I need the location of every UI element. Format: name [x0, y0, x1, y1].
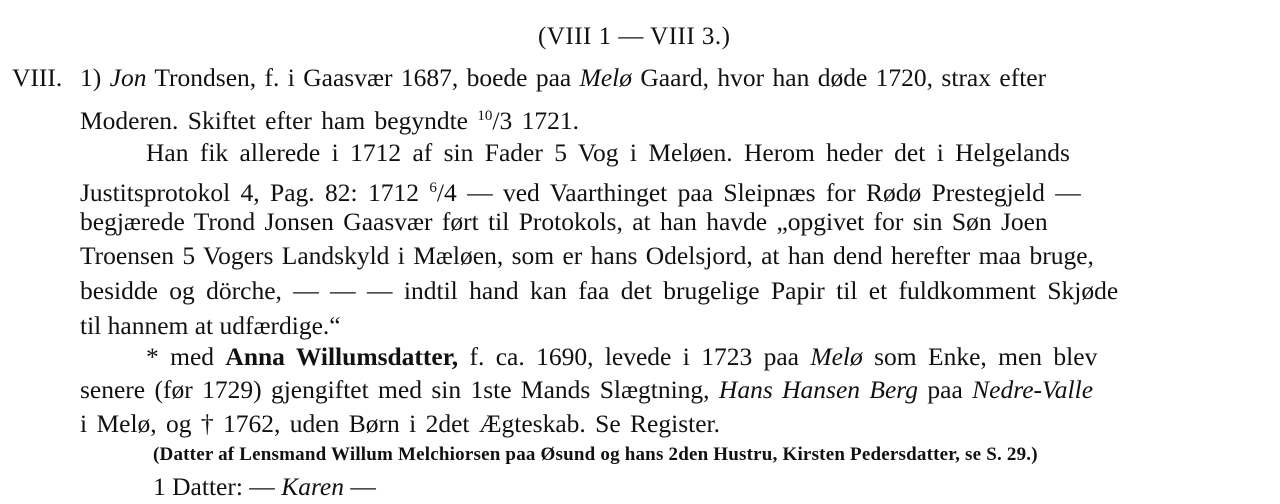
text-line-7: besidde og dörche, — — — indtil hand kan faa det brugelige Papir til et fuldkomment Skjøde: [80, 276, 1119, 305]
child-name: Karen: [281, 472, 344, 501]
text-segment: Moderen. Skiftet efter ham begyndte: [80, 106, 478, 135]
text-line-11: i Melø, og † 1762, uden Børn i 2det Ægteskab. Se Register.: [80, 409, 720, 438]
text-line-5: begjærede Trond Jonsen Gaasvær ført til Protokols, at han havde „opgivet for sin Søn Joen: [80, 207, 1048, 236]
place-name: Melø: [579, 63, 633, 92]
text-line-10: [80, 375, 1093, 405]
text-segment: f. ca. 1690, levede i 1723 paa: [458, 342, 811, 371]
spouse-name: Anna Willumsdatter,: [225, 342, 459, 371]
entry-number: 1): [80, 63, 110, 92]
text-line-8: til hannem at udfærdige.“: [80, 311, 341, 340]
marriage-mark: * med: [146, 342, 226, 371]
place-name: Melø: [810, 342, 863, 371]
parentage-note: (Datter af Lensmand Willum Melchiorsen paa Øsund og hans 2den Hustru, Kirsten Pedersdatter, se S. 29.): [153, 444, 1038, 465]
text-segment: senere (før 1729) gjengiftet med sin 1ste Mands Slægtning,: [80, 375, 719, 404]
text-segment: /3 1721.: [492, 106, 579, 135]
text-segment: paa: [918, 375, 973, 404]
text-line-9: [146, 342, 1097, 372]
text-segment: Justitsprotokol 4, Pag. 82: 1712: [80, 178, 430, 207]
text-line-3: Han fik allerede i 1712 af sin Fader 5 Vog i Meløen. Herom heder det i Helgelands: [146, 138, 1070, 167]
text-segment: Trondsen, f. i Gaasvær 1687, boede paa: [146, 63, 580, 92]
text-line-2: [80, 101, 579, 136]
text-segment: —: [344, 472, 376, 501]
generation-number: VIII.: [12, 63, 63, 92]
text-segment: Gaard, hvor han døde 1720, strax efter: [632, 63, 1047, 92]
text-line-1: [80, 63, 1046, 93]
place-name: Nedre-Valle: [972, 375, 1094, 404]
text-segment: /4 — ved Vaarthinget paa Sleipnæs for Rødø Prestegjeld —: [436, 178, 1081, 207]
person-name: Hans Hansen Berg: [718, 375, 919, 404]
date-superscript: 6: [429, 180, 437, 196]
date-superscript: 10: [477, 108, 493, 124]
children-line: [153, 472, 376, 502]
person-name: Jon: [109, 63, 147, 92]
text-segment: 1 Datter: —: [153, 472, 282, 501]
page-header: (VIII 1 — VIII 3.): [538, 23, 731, 50]
text-line-6: Troensen 5 Vogers Landskyld i Mæløen, som er hans Odelsjord, at han dend herefter maa bruge,: [80, 241, 1094, 270]
text-segment: som Enke, men blev: [862, 342, 1098, 371]
text-line-4: [80, 173, 1081, 208]
